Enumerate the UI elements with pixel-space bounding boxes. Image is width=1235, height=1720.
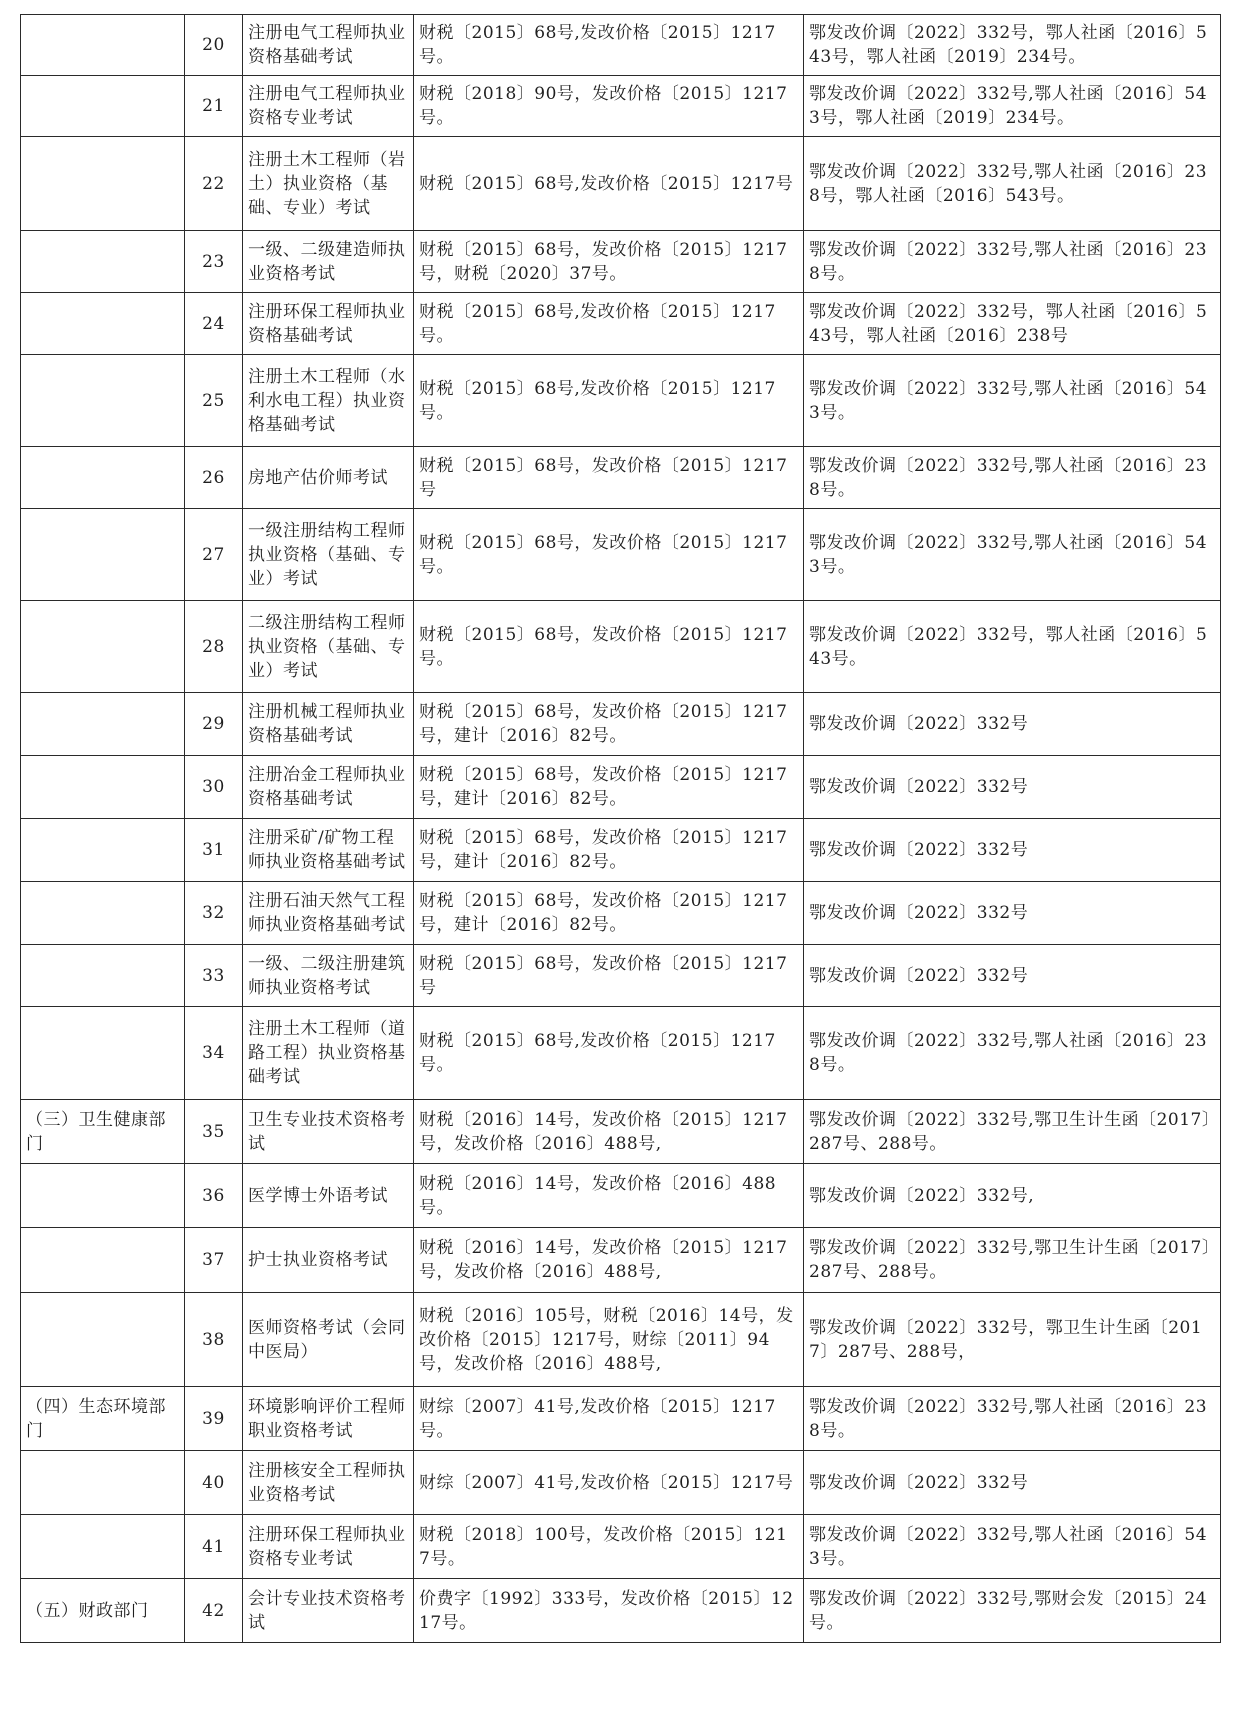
fee-basis: 财税〔2015〕68号，发改价格〔2015〕1217号。: [414, 601, 804, 693]
row-number: 33: [185, 945, 243, 1007]
exam-name: 注册土木工程师（岩土）执业资格（基础、专业）考试: [243, 137, 414, 231]
exam-name: 注册土木工程师（水利水电工程）执业资格基础考试: [243, 355, 414, 447]
table-row: [21, 355, 1221, 447]
exam-name: 一级注册结构工程师执业资格（基础、专业）考试: [243, 509, 414, 601]
fee-basis: 价费字〔1992〕333号，发改价格〔2015〕1217号。: [414, 1579, 804, 1643]
row-number: 27: [185, 509, 243, 601]
row-number: 25: [185, 355, 243, 447]
fee-basis: 财税〔2015〕68号，发改价格〔2015〕1217号，建计〔2016〕82号。: [414, 882, 804, 945]
row-number: 20: [185, 15, 243, 76]
department-cell: [21, 76, 185, 137]
provincial-document: 鄂发改价调〔2022〕332号,鄂人社函〔2016〕543号。: [804, 355, 1221, 447]
document-page: [20, 14, 1220, 1643]
row-number: 29: [185, 693, 243, 756]
department-cell: [21, 693, 185, 756]
table-row: [21, 1293, 1221, 1387]
fee-basis: 财税〔2018〕90号，发改价格〔2015〕1217号。: [414, 76, 804, 137]
fee-basis: 财税〔2015〕68号，发改价格〔2015〕1217号，财税〔2020〕37号。: [414, 231, 804, 293]
table-row: [21, 1007, 1221, 1100]
provincial-document: 鄂发改价调〔2022〕332号，鄂人社函〔2016〕543号。: [804, 601, 1221, 693]
provincial-document: 鄂发改价调〔2022〕332号,鄂人社函〔2016〕543号，鄂人社函〔2019〕234号。: [804, 76, 1221, 137]
exam-name: 注册环保工程师执业资格专业考试: [243, 1515, 414, 1579]
row-number: 31: [185, 819, 243, 882]
row-number: 40: [185, 1451, 243, 1515]
table-row: [21, 1451, 1221, 1515]
fee-basis: 财税〔2015〕68号,发改价格〔2015〕1217号: [414, 137, 804, 231]
provincial-document: 鄂发改价调〔2022〕332号,鄂人社函〔2016〕238号。: [804, 447, 1221, 509]
fee-basis-table: [20, 14, 1221, 1643]
exam-name: 一级、二级注册建筑师执业资格考试: [243, 945, 414, 1007]
table-row: [21, 137, 1221, 231]
provincial-document: 鄂发改价调〔2022〕332号,鄂财会发〔2015〕24号。: [804, 1579, 1221, 1643]
row-number: 35: [185, 1100, 243, 1164]
fee-basis: 财税〔2016〕105号，财税〔2016〕14号，发改价格〔2015〕1217号，财综〔2011〕94号，发改价格〔2016〕488号,: [414, 1293, 804, 1387]
department-cell: [21, 819, 185, 882]
exam-name: 注册电气工程师执业资格基础考试: [243, 15, 414, 76]
exam-name: 二级注册结构工程师执业资格（基础、专业）考试: [243, 601, 414, 693]
table-row: [21, 1164, 1221, 1228]
row-number: 24: [185, 293, 243, 355]
exam-name: 医学博士外语考试: [243, 1164, 414, 1228]
exam-name: 注册环保工程师执业资格基础考试: [243, 293, 414, 355]
table-row: [21, 693, 1221, 756]
department-cell: [21, 1228, 185, 1293]
exam-name: 注册机械工程师执业资格基础考试: [243, 693, 414, 756]
table-row: [21, 1387, 1221, 1451]
department-cell: （五）财政部门: [21, 1579, 185, 1643]
department-cell: [21, 137, 185, 231]
provincial-document: 鄂发改价调〔2022〕332号，鄂卫生计生函〔2017〕287号、288号，: [804, 1293, 1221, 1387]
department-cell: [21, 1164, 185, 1228]
fee-basis: 财税〔2015〕68号，发改价格〔2015〕1217号: [414, 945, 804, 1007]
fee-basis: 财税〔2015〕68号,发改价格〔2015〕1217号。: [414, 15, 804, 76]
row-number: 41: [185, 1515, 243, 1579]
exam-name: 注册电气工程师执业资格专业考试: [243, 76, 414, 137]
department-cell: [21, 1007, 185, 1100]
row-number: 21: [185, 76, 243, 137]
provincial-document: 鄂发改价调〔2022〕332号,鄂人社函〔2016〕238号，鄂人社函〔2016〕543号。: [804, 137, 1221, 231]
exam-name: 护士执业资格考试: [243, 1228, 414, 1293]
provincial-document: 鄂发改价调〔2022〕332号: [804, 882, 1221, 945]
department-cell: （三）卫生健康部门: [21, 1100, 185, 1164]
department-cell: [21, 355, 185, 447]
provincial-document: 鄂发改价调〔2022〕332号,鄂人社函〔2016〕238号。: [804, 1007, 1221, 1100]
row-number: 42: [185, 1579, 243, 1643]
table-row: [21, 1100, 1221, 1164]
provincial-document: 鄂发改价调〔2022〕332号，鄂人社函〔2016〕543号，鄂人社函〔2019〕234号。: [804, 15, 1221, 76]
department-cell: [21, 882, 185, 945]
table-row: [21, 293, 1221, 355]
provincial-document: 鄂发改价调〔2022〕332号,: [804, 1164, 1221, 1228]
table-row: [21, 1579, 1221, 1643]
exam-name: 会计专业技术资格考试: [243, 1579, 414, 1643]
exam-name: 房地产估价师考试: [243, 447, 414, 509]
department-cell: [21, 231, 185, 293]
department-cell: [21, 945, 185, 1007]
provincial-document: 鄂发改价调〔2022〕332号: [804, 819, 1221, 882]
exam-name: 医师资格考试（会同中医局）: [243, 1293, 414, 1387]
provincial-document: 鄂发改价调〔2022〕332号,鄂卫生计生函〔2017〕287号、288号。: [804, 1100, 1221, 1164]
provincial-document: 鄂发改价调〔2022〕332号: [804, 1451, 1221, 1515]
table-row: [21, 447, 1221, 509]
row-number: 39: [185, 1387, 243, 1451]
department-cell: [21, 1515, 185, 1579]
provincial-document: 鄂发改价调〔2022〕332号,鄂人社函〔2016〕543号。: [804, 509, 1221, 601]
department-cell: [21, 15, 185, 76]
row-number: 30: [185, 756, 243, 819]
row-number: 22: [185, 137, 243, 231]
department-cell: [21, 293, 185, 355]
department-cell: [21, 447, 185, 509]
fee-basis: 财税〔2015〕68号，发改价格〔2015〕1217号。: [414, 509, 804, 601]
row-number: 26: [185, 447, 243, 509]
row-number: 37: [185, 1228, 243, 1293]
exam-name: 卫生专业技术资格考试: [243, 1100, 414, 1164]
exam-name: 注册冶金工程师执业资格基础考试: [243, 756, 414, 819]
provincial-document: 鄂发改价调〔2022〕332号: [804, 693, 1221, 756]
fee-basis: 财税〔2018〕100号，发改价格〔2015〕1217号。: [414, 1515, 804, 1579]
table-row: [21, 945, 1221, 1007]
provincial-document: 鄂发改价调〔2022〕332号,鄂人社函〔2016〕238号。: [804, 1387, 1221, 1451]
fee-basis: 财税〔2016〕14号，发改价格〔2015〕1217号，发改价格〔2016〕488号,: [414, 1228, 804, 1293]
table-row: [21, 882, 1221, 945]
fee-basis: 财税〔2015〕68号,发改价格〔2015〕1217号。: [414, 355, 804, 447]
exam-name: 注册土木工程师（道路工程）执业资格基础考试: [243, 1007, 414, 1100]
fee-basis: 财税〔2016〕14号，发改价格〔2016〕488号。: [414, 1164, 804, 1228]
exam-name: 注册核安全工程师执业资格考试: [243, 1451, 414, 1515]
provincial-document: 鄂发改价调〔2022〕332号: [804, 756, 1221, 819]
row-number: 34: [185, 1007, 243, 1100]
exam-name: 注册石油天然气工程师执业资格基础考试: [243, 882, 414, 945]
provincial-document: 鄂发改价调〔2022〕332号,鄂人社函〔2016〕543号。: [804, 1515, 1221, 1579]
table-row: [21, 819, 1221, 882]
fee-basis: 财税〔2015〕68号,发改价格〔2015〕1217号。: [414, 293, 804, 355]
fee-basis: 财税〔2015〕68号，发改价格〔2015〕1217号，建计〔2016〕82号。: [414, 693, 804, 756]
fee-basis: 财税〔2015〕68号,发改价格〔2015〕1217号。: [414, 1007, 804, 1100]
exam-name: 注册采矿/矿物工程师执业资格基础考试: [243, 819, 414, 882]
row-number: 28: [185, 601, 243, 693]
table-row: [21, 1515, 1221, 1579]
table-row: [21, 231, 1221, 293]
table-row: [21, 601, 1221, 693]
exam-name: 一级、二级建造师执业资格考试: [243, 231, 414, 293]
provincial-document: 鄂发改价调〔2022〕332号,鄂卫生计生函〔2017〕287号、288号。: [804, 1228, 1221, 1293]
department-cell: [21, 756, 185, 819]
row-number: 23: [185, 231, 243, 293]
row-number: 36: [185, 1164, 243, 1228]
row-number: 38: [185, 1293, 243, 1387]
fee-basis: 财税〔2015〕68号，发改价格〔2015〕1217号: [414, 447, 804, 509]
table-row: [21, 76, 1221, 137]
department-cell: （四）生态环境部门: [21, 1387, 185, 1451]
row-number: 32: [185, 882, 243, 945]
department-cell: [21, 1451, 185, 1515]
department-cell: [21, 601, 185, 693]
provincial-document: 鄂发改价调〔2022〕332号,鄂人社函〔2016〕238号。: [804, 231, 1221, 293]
fee-basis: 财综〔2007〕41号,发改价格〔2015〕1217号: [414, 1451, 804, 1515]
fee-basis: 财税〔2015〕68号，发改价格〔2015〕1217号，建计〔2016〕82号。: [414, 819, 804, 882]
provincial-document: 鄂发改价调〔2022〕332号: [804, 945, 1221, 1007]
table-row: [21, 15, 1221, 76]
table-row: [21, 756, 1221, 819]
exam-name: 环境影响评价工程师职业资格考试: [243, 1387, 414, 1451]
provincial-document: 鄂发改价调〔2022〕332号，鄂人社函〔2016〕543号，鄂人社函〔2016〕238号: [804, 293, 1221, 355]
department-cell: [21, 1293, 185, 1387]
table-row: [21, 509, 1221, 601]
department-cell: [21, 509, 185, 601]
fee-basis: 财税〔2016〕14号，发改价格〔2015〕1217号，发改价格〔2016〕488号,: [414, 1100, 804, 1164]
fee-basis: 财税〔2015〕68号，发改价格〔2015〕1217号，建计〔2016〕82号。: [414, 756, 804, 819]
table-row: [21, 1228, 1221, 1293]
fee-basis: 财综〔2007〕41号,发改价格〔2015〕1217号。: [414, 1387, 804, 1451]
